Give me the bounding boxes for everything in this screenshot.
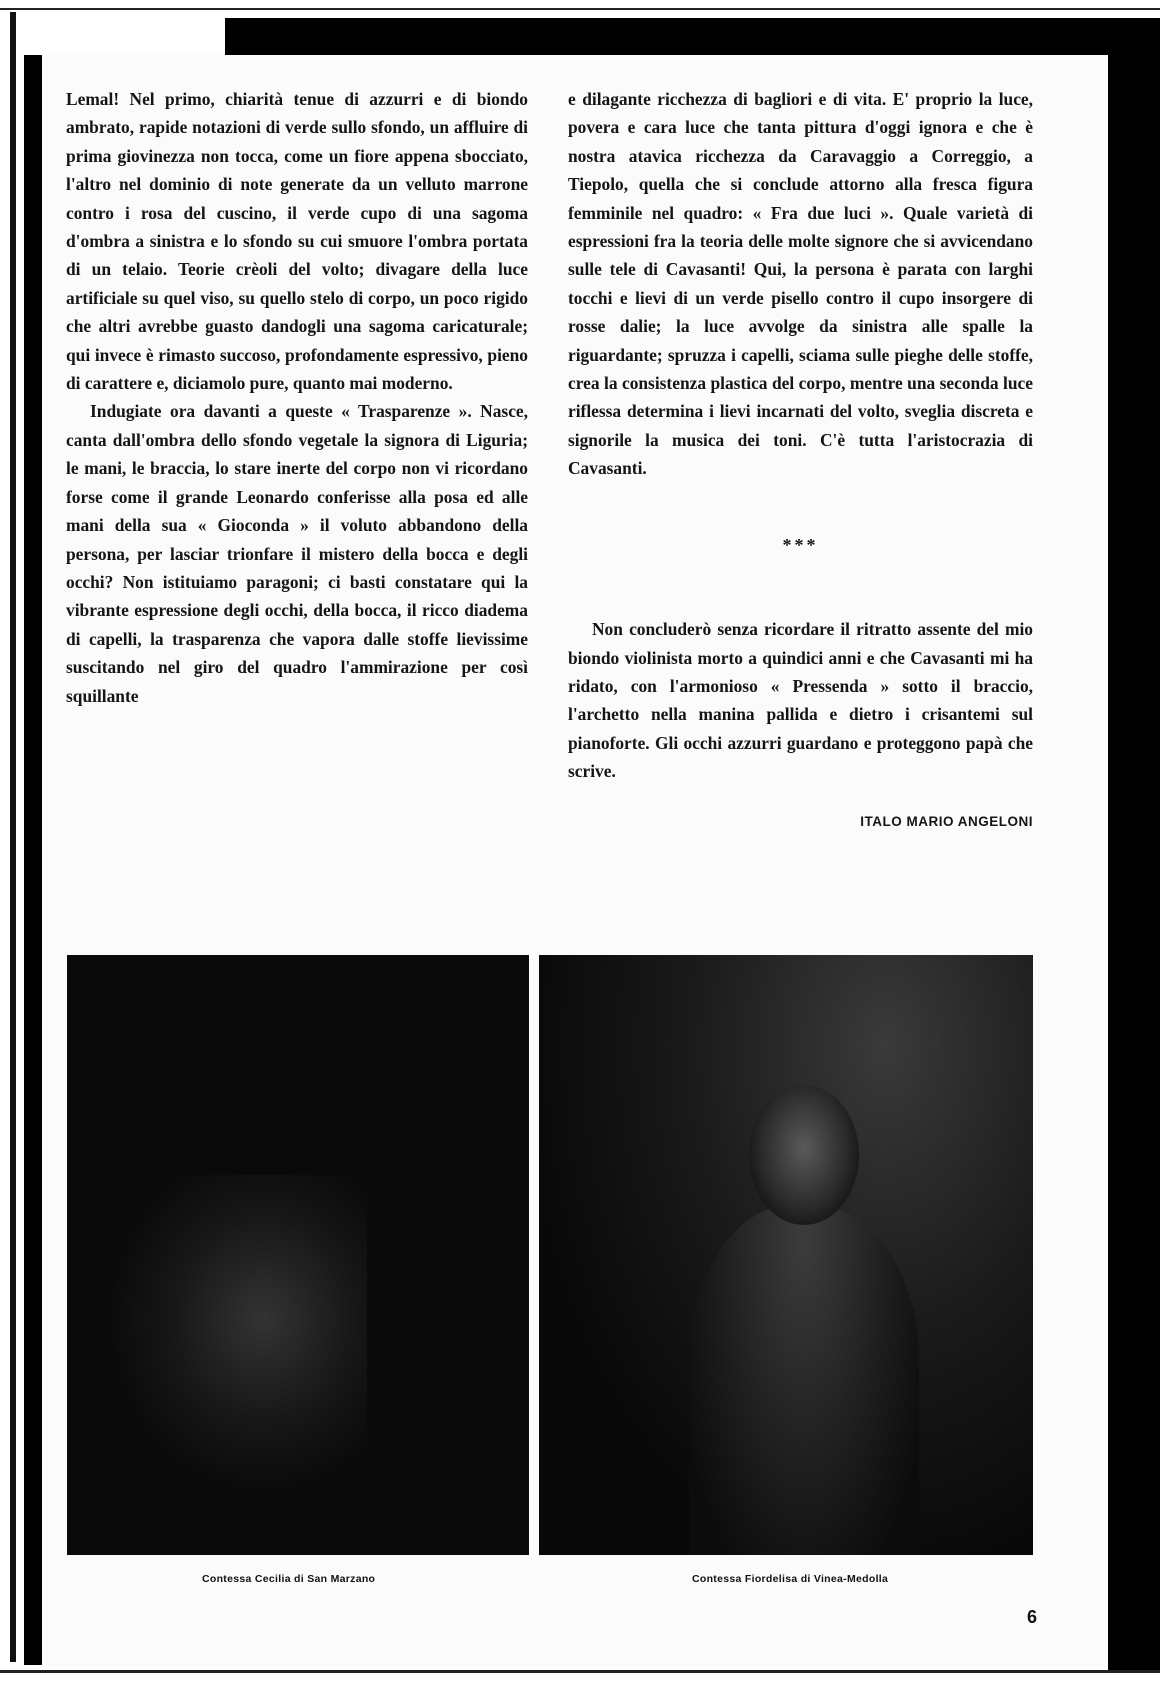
- left-scan-edge: [10, 12, 16, 1662]
- paragraph-2: Indugiate ora davanti a queste « Trasparenze ». Nasce, canta dall'ombra dello sfondo vegetale la signora di Liguria; le mani, le braccia, lo stare inerte del corpo non vi ricordano forse come il grande Leonardo conferisse alla posa ed alle mani della sua « Gioconda » il voluto abbandono della persona, per lasciar trionfare il mistero della bocca e degli occhi? Non istituiamo paragoni; ci basti constatare qui la vibrante espressione degli occhi, della bocca, il ricco diadema di capelli, la trasparenza che vapora dalle stoffe lievissime suscitando nel giro del quadro l'ammirazione per così squillante: [66, 401, 528, 706]
- portrait-photo-right: [539, 955, 1033, 1555]
- author-signature: ITALO MARIO ANGELONI: [860, 813, 1033, 829]
- top-scan-line: [0, 8, 1160, 10]
- magazine-page: [42, 55, 1108, 1667]
- paragraph-3: e dilagante ricchezza di bagliori e di vita. E' proprio la luce, povera e cara luce che tanta pittura d'oggi ignora e che è nostra atavica ricchezza da Caravaggio a Correggio, a Tiepolo, quella che si conclude attorno alla fresca figura femminile nel quadro: « Fra due luci ». Quale varietà di espressioni fra la teoria delle molte signore che si avvicendano sulle tele di Cavasanti! Qui, la persona è parata con larghi tocchi e lievi di un verde pisello contro il cupo insorgere di rosse dalie; la luce avvolge da sinistra alle spalle la riguardante; spruzza i capelli, sciama sulle pieghe delle stoffe, crea la consistenza plastica del corpo, mentre una seconda luce riflessa determina i lievi incarnati del volto, sveglia discreta e signorile la musica dei toni. C'è tutta l'aristocrazia di Cavasanti.: [568, 89, 1033, 479]
- caption-left: Contessa Cecilia di San Marzano: [202, 1573, 376, 1585]
- portrait-right-head: [749, 1085, 859, 1225]
- left-text-column: [66, 85, 528, 710]
- top-scan-band: [225, 18, 1160, 55]
- paragraph-4: Non concluderò senza ricordare il ritratto assente del mio biondo violinista morto a quindici anni e che Cavasanti mi ha ridato, con l'armonioso « Pressenda » sotto il braccio, l'archetto nella manina pallida e dietro i crisantemi sul pianoforte. Gli occhi azzurri guardano e proteggono papà che scrive.: [568, 619, 1033, 782]
- left-scan-bar: [24, 55, 42, 1665]
- right-text-column: [568, 85, 1033, 836]
- paragraph-1: Lemal! Nel primo, chiarità tenue di azzurri e di biondo ambrato, rapide notazioni di verde sullo sfondo, un affluire di prima giovinezza non tocca, come un fiore appena sbocciato, l'altro nel dominio di note generate da un velluto marrone contro i rosa del cuscino, il verde cupo di una sagoma d'ombra a sinistra e lo sfondo su cui smuore l'ombra portata di un telaio. Teorie crèoli del volto; divagare della luce artificiale su quel viso, su quello stelo di corpo, un poco rigido che altri avrebbe guasto dandogli una sagoma caricaturale; qui invece è rimasto succoso, profondamente espressivo, pieno di carattere e, diciamolo pure, quanto mai moderno.: [66, 89, 528, 394]
- bottom-scan-line: [0, 1670, 1160, 1673]
- page-number: 6: [1027, 1607, 1038, 1627]
- portrait-left-figure: [107, 1175, 367, 1495]
- caption-right: Contessa Fiordelisa di Vinea-Medolla: [692, 1573, 889, 1585]
- portrait-right-body: [689, 1205, 919, 1555]
- portrait-photo-left: [67, 955, 529, 1555]
- section-separator: ***: [782, 534, 819, 555]
- right-scan-bar: [1108, 40, 1160, 1670]
